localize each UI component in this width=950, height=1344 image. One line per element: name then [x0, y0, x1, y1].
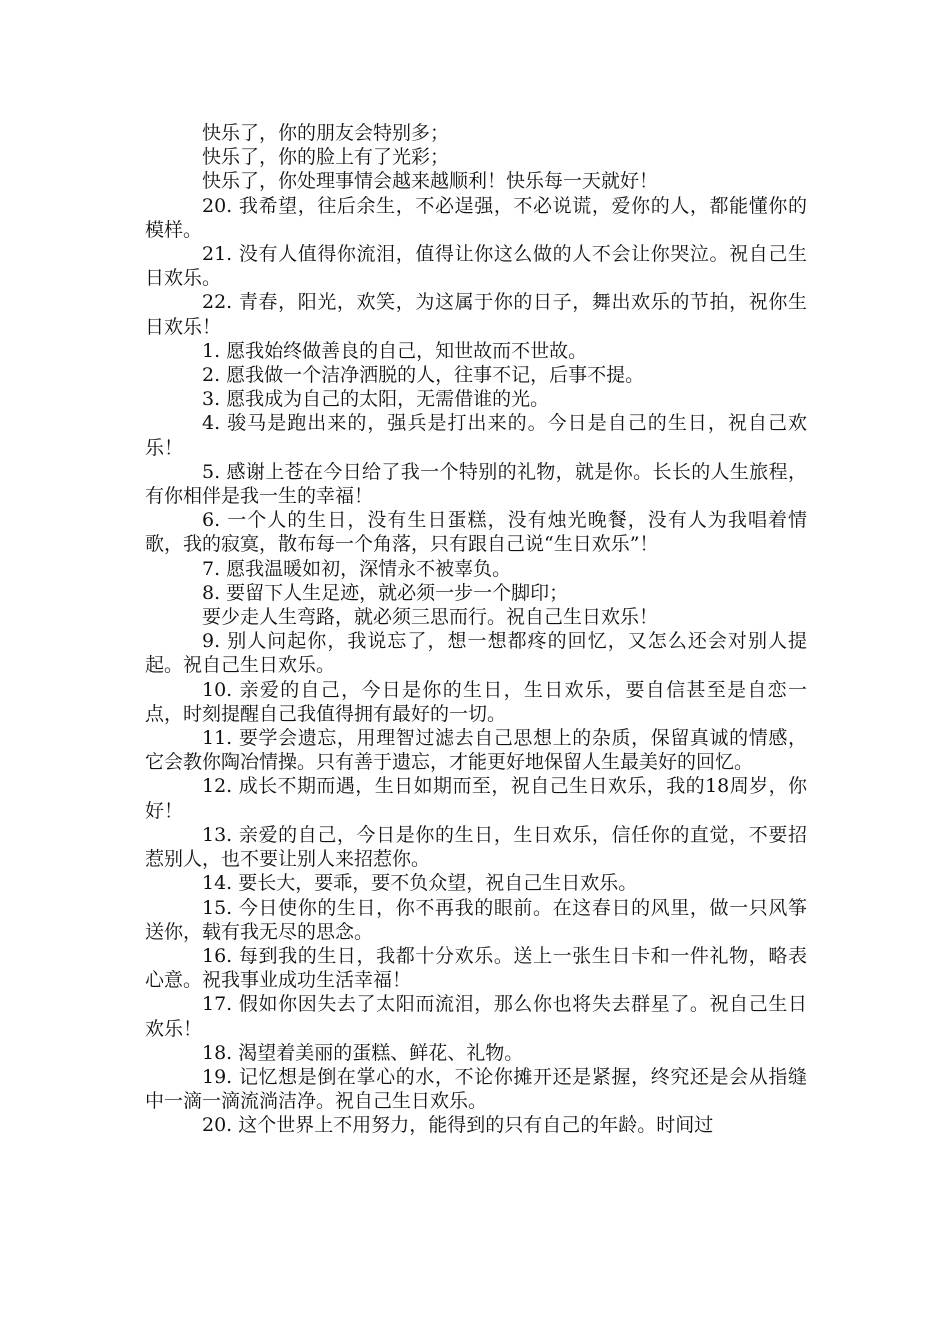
paragraph: 快乐了，你处理事情会越来越顺利！快乐每一天就好！: [202, 170, 659, 193]
paragraph: 1. 愿我始终做善良的自己，知世故而不世故。: [202, 339, 588, 362]
paragraph: 14. 要长大，要乖，要不负众望，祝自己生日欢乐。: [202, 872, 638, 895]
paragraph: 22. 青春，阳光，欢笑，为这属于你的日子，舞出欢乐的节拍，祝你生日欢乐！: [145, 291, 807, 338]
paragraph: 21. 没有人值得你流泪，值得让你这么做的人不会让你哭泣。祝自己生日欢乐。: [145, 243, 807, 290]
paragraph: 快乐了，你的脸上有了光彩；: [202, 146, 450, 169]
paragraph: 12. 成长不期而遇，生日如期而至，祝自己生日欢乐，我的18周岁，你好！: [145, 775, 807, 822]
paragraph: 9. 别人问起你，我说忘了，想一想都疼的回忆，又怎么还会对别人提起。祝自己生日欢乐。: [145, 630, 807, 677]
paragraph: 要少走人生弯路，就必须三思而行。祝自己生日欢乐！: [202, 606, 659, 629]
paragraph: 8. 要留下人生足迹，就必须一步一个脚印；: [202, 581, 569, 604]
paragraph: 10. 亲爱的自己，今日是你的生日，生日欢乐，要自信甚至是自恋一点，时刻提醒自己我值得拥有最好的一切。: [145, 678, 807, 725]
paragraph: 13. 亲爱的自己，今日是你的生日，生日欢乐，信任你的直觉，不要招惹别人，也不要让别人来招惹你。: [145, 823, 807, 871]
paragraph: 16. 每到我的生日，我都十分欢乐。送上一张生日卡和一件礼物，略表心意。祝我事业成功生活幸福！: [145, 944, 807, 992]
paragraph: 3. 愿我成为自己的太阳，无需借谁的光。: [202, 388, 550, 411]
paragraph: 6. 一个人的生日，没有生日蛋糕，没有烛光晚餐，没有人为我唱着情歌，我的寂寞，散布每一个角落，只有跟自己说“生日欢乐”！: [145, 509, 807, 556]
paragraph: 18. 渴望着美丽的蛋糕、鲜花、礼物。: [202, 1041, 524, 1064]
paragraph: 11. 要学会遗忘，用理智过滤去自己思想上的杂质，保留真诚的情感，它会教你陶冶情操。只有善于遗忘，才能更好地保留人生最美好的回忆。: [145, 727, 807, 774]
paragraph: 2. 愿我做一个洁净洒脱的人，往事不记，后事不提。: [202, 364, 645, 387]
paragraph: 20. 我希望，往后余生，不必逞强，不必说谎，爱你的人，都能懂你的模样。: [145, 194, 807, 241]
paragraph: 19. 记忆想是倒在掌心的水，不论你摊开还是紧握，终究还是会从指缝中一滴一滴流淌洁净。祝自己生日欢乐。: [145, 1065, 807, 1113]
paragraph: 5. 感谢上苍在今日给了我一个特别的礼物，就是你。长长的人生旅程，有你相伴是我一生的幸福！: [145, 460, 807, 508]
document-body: [145, 121, 807, 1138]
paragraph: 4. 骏马是跑出来的，强兵是打出来的。今日是自己的生日，祝自己欢乐！: [145, 412, 807, 459]
paragraph: 20. 这个世界上不用努力，能得到的只有自己的年龄。时间过: [202, 1114, 714, 1137]
paragraph: 7. 愿我温暖如初，深情永不被辜负。: [202, 557, 512, 580]
paragraph: 17. 假如你因失去了太阳而流泪，那么你也将失去群星了。祝自己生日欢乐！: [145, 993, 807, 1040]
paragraph: 快乐了，你的朋友会特别多；: [202, 122, 450, 144]
paragraph: 15. 今日使你的生日，你不再我的眼前。在这春日的风里，做一只风筝送你，载有我无尽的思念。: [145, 896, 807, 943]
